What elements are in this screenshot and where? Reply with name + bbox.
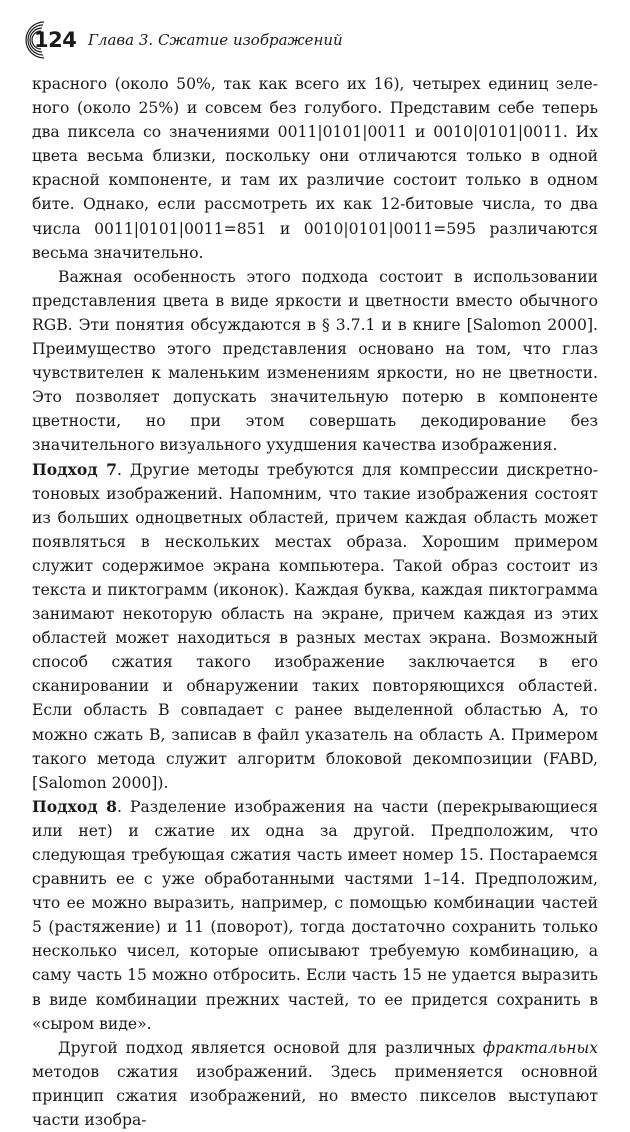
paragraph-text: методов сжатия изображений. Здесь применяется основной принцип сжатия изображений, но вместо пикселов выступают части изобра- bbox=[32, 1062, 598, 1130]
emphasis: фрактальных bbox=[482, 1038, 598, 1057]
page-header bbox=[14, 18, 614, 62]
paragraph-text: . Разделение изображения на части (перекрывающиеся или нет) и сжатие их одна за другой. Предположим, что следующая требующая сжатия часть имеет номер 15. Постараемся сравнить ее с уже обработанными частями 1–14. Предположим, что ее можно выразить, например, с помощью комбинации частей 5 (растяжение) и 11 (поворот), тогда достаточно сохранить только несколько чисел, которые описывают требуемую комбинацию, а саму часть 15 можно отбросить. Если часть 15 не удается выразить в виде комбинации прежних частей, то ее придется сохранить в «сыром виде». bbox=[32, 797, 599, 1033]
running-title: Глава 3. Сжатие изображений bbox=[88, 31, 343, 49]
page-body bbox=[32, 72, 598, 1132]
paragraph-approach-7 bbox=[32, 458, 598, 795]
paragraph-text: Другой подход является основой для различных bbox=[58, 1038, 483, 1057]
paragraph-approach-8 bbox=[32, 795, 598, 1036]
page-number: 124 bbox=[34, 28, 77, 52]
paragraph: Важная особенность этого подхода состоит в использовании представления цвета в виде яркости и цветности вместо обычного RGB. Эти понятия обсуждаются в § 3.7.1 и в книге [Salomon 2000]. Преимущество этого представления основано на том, что глаз чувствителен к маленьким изменениям яркости, но не цветности. Это позволяет допускать значительную потерю в компоненте цветности, но при этом совершать декодирование без значительного визуального ухудшения качества изображения. bbox=[32, 267, 598, 455]
approach-heading: Подход 8 bbox=[32, 796, 117, 816]
paragraph-text: . Другие методы требуются для компрессии дискретнотоновых изображений. Напомним, что такие изображения состоят из больших одноцветных областей, причем каждая область может появляться в нескольких местах образа. Хорошим примером служит содержимое экрана компьютера. Такой образ состоит из текста и пиктограмм (иконок). Каждая буква, каждая пиктограмма занимают некоторую область на экране, причем каждая из этих областей может находиться в разных местах экрана. Возможный способ сжатия такого изображение заключается в его сканировании и обнаружении таких повторяющихся областей. Если область B совпадает с ранее выделенной областью A, то можно сжать B, записав в файл указатель на область A. Примером такого метода служит алгоритм блоковой декомпозиции (FABD, [Salomon 2000]). bbox=[32, 460, 598, 792]
paragraph: красного (около 50%, так как всего их 16), четырех единиц зеленого (около 25%) и совсем без голубого. Представим себе теперь два пиксела со значениями 0011|0101|0011 и 0010|0101|0011. Их цвета весьма близки, поскольку они отличаются только в одной красной компоненте, и там их различие состоит только в одном бите. Однако, если рассмотреть их как 12-битовые числа, то два числа 0011|0101|0011=851 и 0010|0101|0011=595 различаются весьма значительно. bbox=[32, 75, 598, 262]
paragraph bbox=[32, 1036, 598, 1132]
approach-heading: Подход 7 bbox=[32, 459, 117, 479]
